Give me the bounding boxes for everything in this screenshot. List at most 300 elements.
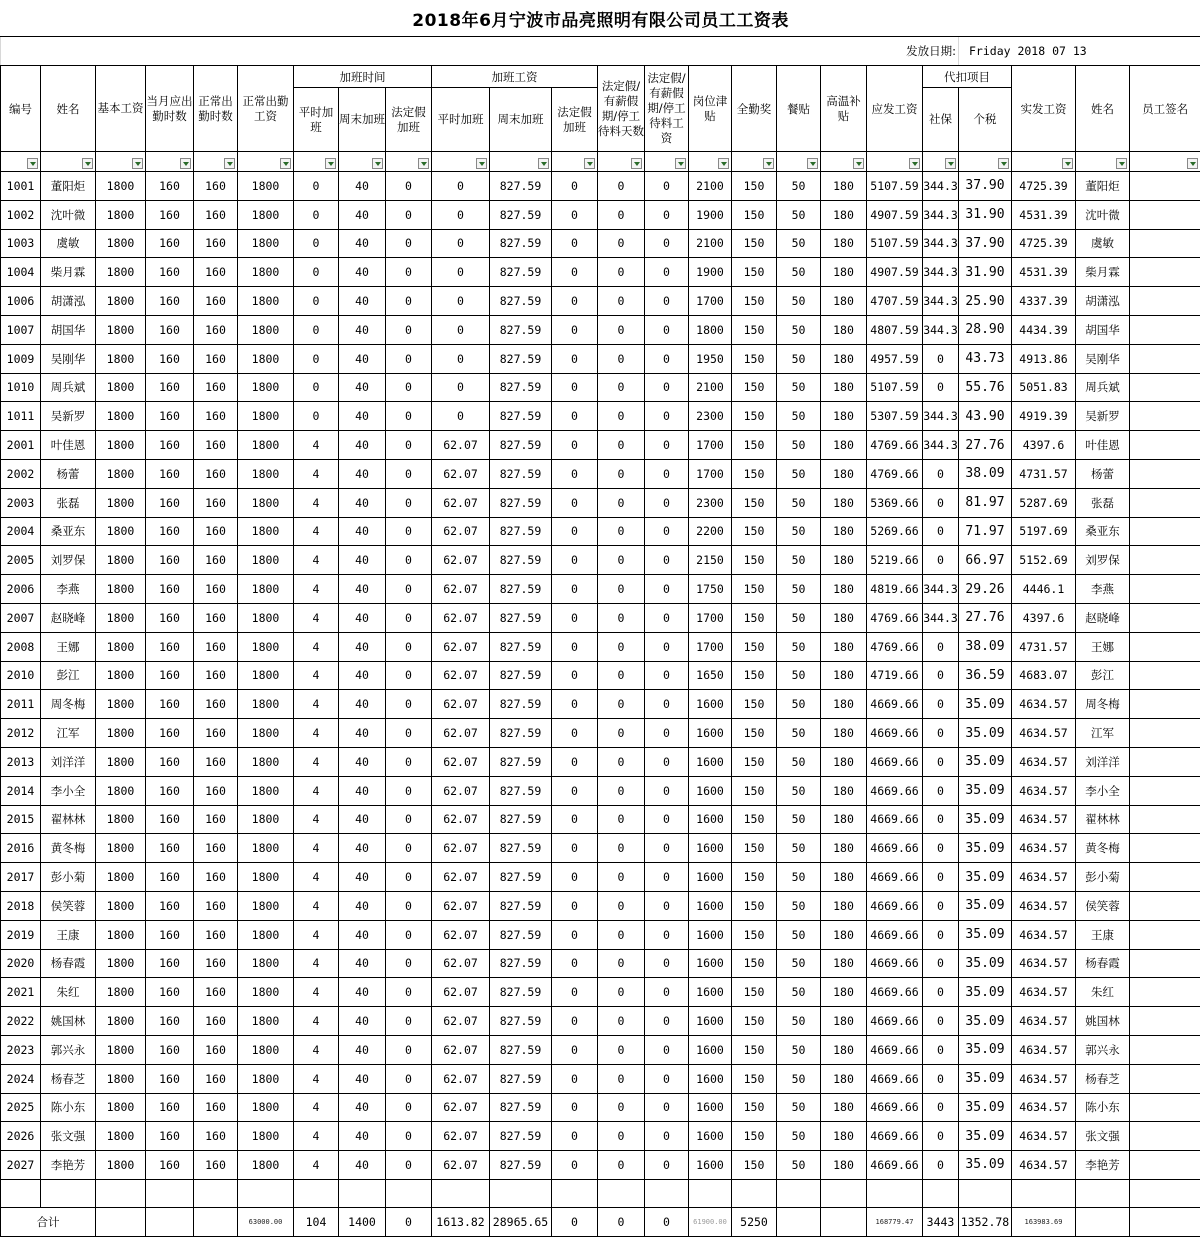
table-cell: 180 [821,661,867,690]
table-cell: 4634.57 [1012,747,1076,776]
table-cell: 4669.66 [867,1064,923,1093]
signature-cell[interactable] [1130,603,1200,632]
table-cell: 160 [146,344,194,373]
table-cell: 180 [821,747,867,776]
table-cell: 0 [598,258,645,287]
table-cell: 4669.66 [867,1122,923,1151]
signature-cell[interactable] [1130,834,1200,863]
signature-cell[interactable] [1130,805,1200,834]
table-cell: 62.07 [432,459,490,488]
filter-dropdown-icon[interactable] [180,158,191,169]
filter-dropdown-icon[interactable] [27,158,38,169]
signature-cell[interactable] [1130,661,1200,690]
signature-cell[interactable] [1130,1035,1200,1064]
table-cell: 1800 [238,920,294,949]
signature-cell[interactable] [1130,719,1200,748]
table-cell: 1800 [96,690,146,719]
table-cell: 0 [598,632,645,661]
table-cell: 40 [339,229,386,258]
table-cell: 1800 [238,805,294,834]
signature-cell[interactable] [1130,747,1200,776]
table-cell: 1900 [689,258,732,287]
table-cell: 0 [552,747,598,776]
table-cell: 1009 [1,344,41,373]
signature-cell[interactable] [1130,1151,1200,1180]
table-cell: 吴刚华 [1076,344,1130,373]
table-cell: 827.59 [490,1064,552,1093]
table-cell: 0 [923,373,959,402]
table-cell: 40 [339,805,386,834]
table-cell: 0 [645,805,689,834]
blank-cell [645,1179,689,1207]
table-cell: 0 [645,200,689,229]
table-cell: 0 [645,373,689,402]
table-cell: 侯笑蓉 [1076,891,1130,920]
table-cell: 62.07 [432,719,490,748]
table-cell: 2100 [689,229,732,258]
table-cell: 180 [821,315,867,344]
filter-dropdown-icon[interactable] [853,158,864,169]
table-cell: 1001 [1,172,41,201]
table-cell: 董阳炬 [1076,172,1130,201]
filter-dropdown-icon[interactable] [224,158,235,169]
table-cell: 62.07 [432,546,490,575]
table-cell: 0 [598,488,645,517]
table-cell: 张文强 [41,1122,96,1151]
table-cell: 0 [552,258,598,287]
signature-cell[interactable] [1130,891,1200,920]
table-cell: 1800 [238,863,294,892]
table-cell: 1800 [238,459,294,488]
table-cell: 赵晓峰 [1076,603,1130,632]
table-cell: 4957.59 [867,344,923,373]
table-cell: 0 [432,287,490,316]
table-cell: 40 [339,776,386,805]
table-cell: 160 [146,632,194,661]
table-cell: 0 [645,690,689,719]
table-cell: 彭小菊 [41,863,96,892]
table-cell: 180 [821,920,867,949]
table-cell: 4669.66 [867,1093,923,1122]
table-cell: 1800 [238,978,294,1007]
table-cell: 1003 [1,229,41,258]
table-cell: 160 [146,229,194,258]
table-cell: 180 [821,719,867,748]
table-cell: 1800 [238,949,294,978]
filter-dropdown-icon[interactable] [280,158,291,169]
table-cell: 2016 [1,834,41,863]
table-cell: 4 [294,632,339,661]
table-cell: 40 [339,690,386,719]
table-row [1,863,1200,892]
table-cell: 50 [777,431,821,460]
table-cell: 0 [386,632,432,661]
table-cell: 150 [732,603,777,632]
total-cell [146,1207,194,1236]
table-cell: 0 [645,1007,689,1036]
total-leave-pay: 0 [645,1207,689,1236]
signature-cell[interactable] [1130,373,1200,402]
table-cell: 0 [552,978,598,1007]
table-cell: 1800 [238,719,294,748]
table-cell: 50 [777,488,821,517]
filter-dropdown-icon[interactable] [1062,158,1073,169]
table-cell: 2020 [1,949,41,978]
table-row [1,402,1200,431]
total-tax: 1352.78 [959,1207,1012,1236]
table-cell: 160 [146,172,194,201]
table-cell: 150 [732,229,777,258]
table-cell: 827.59 [490,805,552,834]
table-cell: 0 [645,747,689,776]
table-cell: 0 [552,776,598,805]
table-cell: 31.90 [959,200,1012,229]
table-cell: 彭江 [1076,661,1130,690]
table-cell: 姚国林 [1076,1007,1130,1036]
table-row [1,488,1200,517]
table-cell: 0 [386,488,432,517]
table-cell: 0 [294,373,339,402]
table-cell: 180 [821,287,867,316]
table-cell: 4 [294,834,339,863]
table-cell: 4337.39 [1012,287,1076,316]
filter-cell [294,152,339,172]
table-cell: 0 [552,690,598,719]
table-cell: 160 [194,661,238,690]
filter-cell [1130,152,1200,172]
table-cell: 160 [194,402,238,431]
table-cell: 4 [294,1151,339,1180]
table-cell: 0 [432,200,490,229]
table-cell: 40 [339,920,386,949]
table-cell: 31.90 [959,258,1012,287]
table-cell: 1600 [689,1093,732,1122]
table-cell: 160 [194,747,238,776]
table-cell: 150 [732,834,777,863]
table-cell: 黄冬梅 [41,834,96,863]
signature-cell[interactable] [1130,431,1200,460]
table-cell: 50 [777,690,821,719]
table-cell: 0 [923,632,959,661]
table-cell: 827.59 [490,661,552,690]
table-cell: 4 [294,719,339,748]
blank-cell [923,1179,959,1207]
table-cell: 62.07 [432,488,490,517]
table-cell: 40 [339,1093,386,1122]
table-cell: 2100 [689,373,732,402]
signature-cell[interactable] [1130,776,1200,805]
table-cell: 2300 [689,488,732,517]
signature-cell[interactable] [1130,1064,1200,1093]
table-cell: 朱红 [1076,978,1130,1007]
filter-dropdown-icon[interactable] [538,158,549,169]
signature-cell[interactable] [1130,1007,1200,1036]
table-cell: 50 [777,1035,821,1064]
table-cell: 0 [386,920,432,949]
table-cell: 50 [777,373,821,402]
table-cell: 0 [923,661,959,690]
table-cell: 刘罗保 [1076,546,1130,575]
signature-cell[interactable] [1130,863,1200,892]
table-cell: 1800 [96,287,146,316]
table-cell: 4907.59 [867,200,923,229]
blank-cell [1076,1179,1130,1207]
col-header-name: 姓名 [41,66,96,152]
table-cell: 0 [598,172,645,201]
table-cell: 827.59 [490,546,552,575]
table-cell: 0 [386,315,432,344]
table-cell: 66.97 [959,546,1012,575]
col-header-ot-weekend: 周末加班 [339,88,386,152]
table-cell: 40 [339,891,386,920]
signature-cell[interactable] [1130,229,1200,258]
table-cell: 2012 [1,719,41,748]
table-cell: 0 [645,229,689,258]
table-cell: 0 [645,949,689,978]
table-cell: 1800 [689,315,732,344]
table-cell: 40 [339,431,386,460]
table-cell: 1600 [689,978,732,1007]
table-cell: 827.59 [490,747,552,776]
filter-cell [552,152,598,172]
signature-cell[interactable] [1130,402,1200,431]
table-row [1,632,1200,661]
blank-cell [959,1179,1012,1207]
filter-dropdown-icon[interactable] [945,158,956,169]
filter-dropdown-icon[interactable] [998,158,1009,169]
pay-date-value: Friday 2018 07 13 [959,37,1200,66]
signature-cell[interactable] [1130,200,1200,229]
table-cell: 40 [339,1035,386,1064]
table-cell: 1800 [96,719,146,748]
signature-cell[interactable] [1130,1122,1200,1151]
table-cell: 150 [732,661,777,690]
table-cell: 0 [598,1007,645,1036]
table-cell: 827.59 [490,1151,552,1180]
table-cell: 0 [552,459,598,488]
table-cell: 0 [598,517,645,546]
signature-cell[interactable] [1130,344,1200,373]
table-cell: 827.59 [490,373,552,402]
table-cell: 1650 [689,661,732,690]
filter-dropdown-icon[interactable] [675,158,686,169]
filter-dropdown-icon[interactable] [1116,158,1127,169]
signature-cell[interactable] [1130,287,1200,316]
table-cell: 827.59 [490,1122,552,1151]
table-cell: 4397.6 [1012,431,1076,460]
filter-dropdown-icon[interactable] [1187,158,1198,169]
table-row [1,1064,1200,1093]
blank-cell [867,1179,923,1207]
filter-dropdown-icon[interactable] [325,158,336,169]
table-cell: 0 [645,1064,689,1093]
table-cell: 40 [339,517,386,546]
signature-cell[interactable] [1130,546,1200,575]
table-cell: 40 [339,459,386,488]
table-cell: 0 [645,488,689,517]
signature-cell[interactable] [1130,690,1200,719]
table-cell: 35.09 [959,949,1012,978]
table-cell: 2023 [1,1035,41,1064]
table-cell: 0 [598,690,645,719]
table-cell: 160 [194,315,238,344]
signature-cell[interactable] [1130,315,1200,344]
filter-dropdown-icon[interactable] [807,158,818,169]
table-cell: 50 [777,949,821,978]
table-cell: 50 [777,747,821,776]
blank-cell [1012,1179,1076,1207]
table-cell: 43.90 [959,402,1012,431]
table-cell: 50 [777,172,821,201]
signature-cell[interactable] [1130,172,1200,201]
filter-dropdown-icon[interactable] [372,158,383,169]
signature-cell[interactable] [1130,978,1200,1007]
table-cell: 1800 [96,978,146,1007]
table-cell: 0 [386,776,432,805]
table-cell: 0 [386,287,432,316]
table-cell: 0 [645,172,689,201]
table-cell: 1800 [238,373,294,402]
table-cell: 2014 [1,776,41,805]
table-cell: 35.09 [959,891,1012,920]
table-cell: 0 [386,172,432,201]
table-cell: 160 [146,373,194,402]
table-row [1,315,1200,344]
col-header-leave-pay: 法定假/有薪假期/停工待料工资 [645,66,689,152]
table-cell: 160 [194,719,238,748]
table-cell: 4731.57 [1012,459,1076,488]
table-row [1,978,1200,1007]
table-cell: 杨春芝 [1076,1064,1130,1093]
table-cell: 0 [386,805,432,834]
table-cell: 1700 [689,603,732,632]
table-cell: 胡国华 [1076,315,1130,344]
table-cell: 4919.39 [1012,402,1076,431]
filter-dropdown-icon[interactable] [909,158,920,169]
signature-cell[interactable] [1130,1093,1200,1122]
table-cell: 62.07 [432,1093,490,1122]
signature-cell[interactable] [1130,459,1200,488]
table-row [1,229,1200,258]
table-cell: 4634.57 [1012,1093,1076,1122]
table-cell: 0 [645,920,689,949]
table-cell: 1800 [96,632,146,661]
signature-cell[interactable] [1130,949,1200,978]
table-cell: 2005 [1,546,41,575]
table-cell: 1800 [238,1007,294,1036]
table-cell: 0 [923,891,959,920]
table-cell: 0 [552,863,598,892]
table-cell: 1600 [689,1064,732,1093]
table-cell: 0 [294,172,339,201]
filter-dropdown-icon[interactable] [584,158,595,169]
table-cell: 160 [146,1064,194,1093]
table-cell: 0 [598,603,645,632]
table-cell: 2010 [1,661,41,690]
table-row [1,459,1200,488]
table-row [1,1007,1200,1036]
table-cell: 160 [146,603,194,632]
table-cell: 1011 [1,402,41,431]
table-cell: 1800 [96,863,146,892]
table-cell: 40 [339,258,386,287]
table-cell: 62.07 [432,431,490,460]
table-cell: 35.09 [959,863,1012,892]
table-cell: 150 [732,258,777,287]
filter-dropdown-icon[interactable] [132,158,143,169]
table-cell: 62.07 [432,1151,490,1180]
table-cell: 50 [777,891,821,920]
table-cell: 1750 [689,575,732,604]
table-cell: 4 [294,517,339,546]
signature-cell[interactable] [1130,517,1200,546]
table-cell: 1800 [96,1093,146,1122]
filter-dropdown-icon[interactable] [718,158,729,169]
table-cell: 0 [645,719,689,748]
total-otp-weekend: 28965.65 [490,1207,552,1236]
signature-cell[interactable] [1130,575,1200,604]
table-row [1,1122,1200,1151]
signature-cell[interactable] [1130,920,1200,949]
table-cell: 50 [777,834,821,863]
signature-cell[interactable] [1130,258,1200,287]
table-cell: 160 [146,834,194,863]
table-cell: 40 [339,546,386,575]
table-cell: 180 [821,431,867,460]
filter-dropdown-icon[interactable] [418,158,429,169]
blank-cell [96,1179,146,1207]
signature-cell[interactable] [1130,488,1200,517]
table-cell: 4634.57 [1012,949,1076,978]
table-cell: 0 [645,834,689,863]
table-cell: 0 [645,1151,689,1180]
table-cell: 1800 [238,1151,294,1180]
filter-dropdown-icon[interactable] [476,158,487,169]
filter-dropdown-icon[interactable] [82,158,93,169]
table-cell: 0 [552,402,598,431]
table-cell: 4634.57 [1012,863,1076,892]
table-cell: 周冬梅 [41,690,96,719]
table-cell: 李小全 [41,776,96,805]
table-cell: 0 [386,690,432,719]
table-cell: 50 [777,1122,821,1151]
total-normal-pay: 63000.00 [238,1207,294,1236]
table-cell: 827.59 [490,229,552,258]
blank-cell [598,1179,645,1207]
table-cell: 150 [732,719,777,748]
table-cell: 桑亚东 [1076,517,1130,546]
table-cell: 160 [194,258,238,287]
table-cell: 0 [598,431,645,460]
table-cell: 4 [294,603,339,632]
table-cell: 2004 [1,517,41,546]
signature-cell[interactable] [1130,632,1200,661]
filter-dropdown-icon[interactable] [763,158,774,169]
filter-dropdown-icon[interactable] [631,158,642,169]
table-cell: 827.59 [490,200,552,229]
table-cell: 5107.59 [867,172,923,201]
blank-cell [490,1179,552,1207]
table-cell: 0 [386,1035,432,1064]
table-cell: 62.07 [432,891,490,920]
table-cell: 1600 [689,1035,732,1064]
table-cell: 0 [552,920,598,949]
table-cell: 4434.39 [1012,315,1076,344]
table-cell: 2015 [1,805,41,834]
table-cell: 0 [432,315,490,344]
table-cell: 1800 [96,402,146,431]
blank-cell [1130,1179,1200,1207]
